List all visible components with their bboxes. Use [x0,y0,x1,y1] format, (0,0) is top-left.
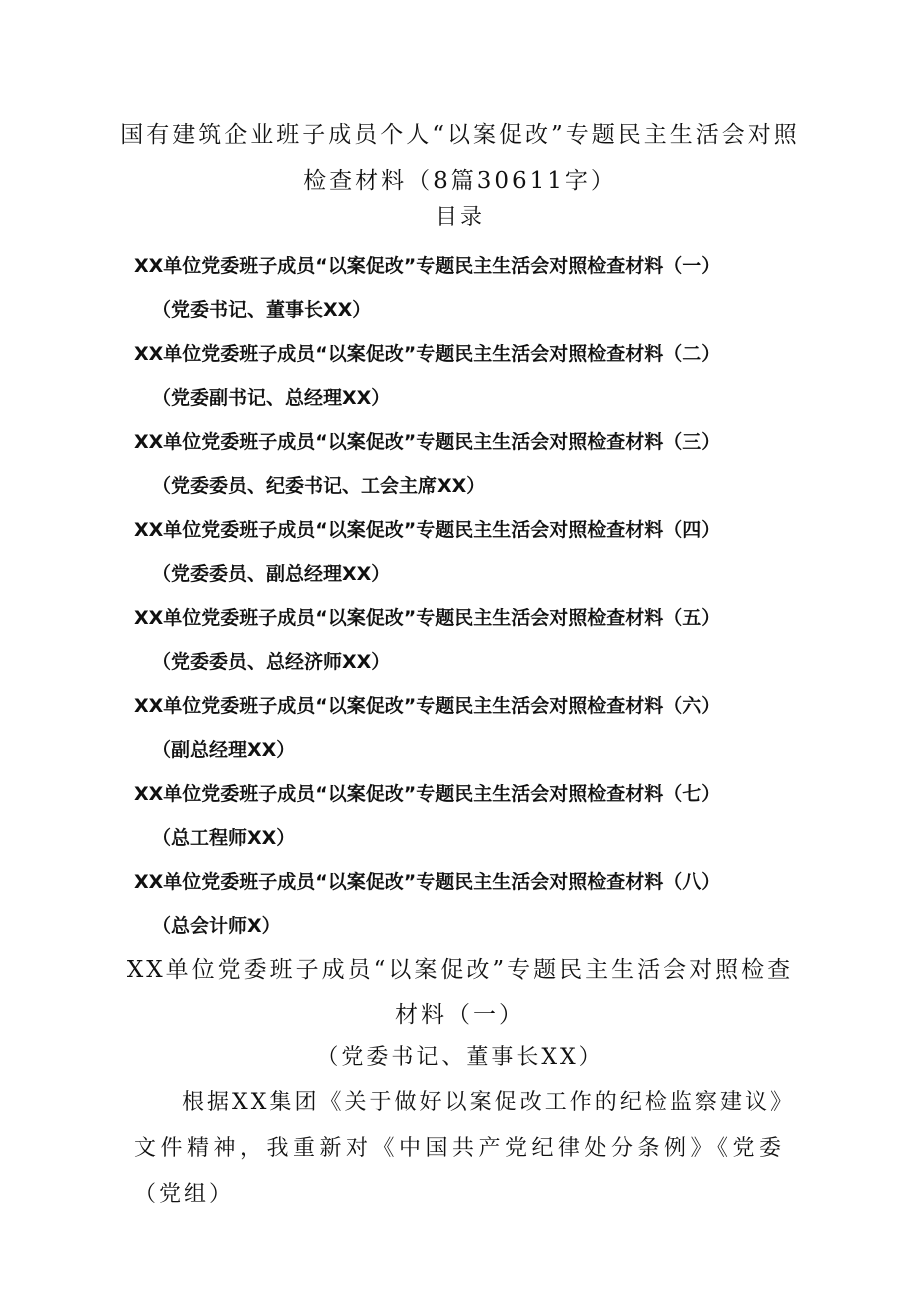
toc-entry-subtitle: （党委委员、总经济师XX） [152,651,391,673]
toc-entry-2[interactable] [134,332,794,420]
toc-entry-title: XX单位党委班子成员“以案促改”专题民主生活会对照检查材料（六） [134,695,721,717]
body-paragraph: 根据XX集团《关于做好以案促改工作的纪检监察建议》文件精神，我重新对《中国共产党纪律处分条例》《党委（党组） [134,1090,784,1207]
toc-entry-title: XX单位党委班子成员“以案促改”专题民主生活会对照检查材料（四） [134,519,721,541]
table-of-contents [134,244,794,948]
toc-entry-subtitle: （总会计师X） [152,915,281,937]
toc-entry-title: XX单位党委班子成员“以案促改”专题民主生活会对照检查材料（五） [134,607,721,629]
toc-entry-subtitle: （副总经理XX） [152,739,296,761]
toc-entry-7[interactable] [134,772,794,860]
document-title: 国有建筑企业班子成员个人“以案促改”专题民主生活会对照检查材料（8篇30611字） [120,122,800,194]
section-subtitle: （党委书记、董事长XX） [316,1045,604,1070]
section-title: XX单位党委班子成员“以案促改”专题民主生活会对照检查材料（一） [126,957,794,1028]
toc-heading: 目录 [434,205,485,230]
toc-entry-subtitle: （党委委员、副总经理XX） [152,563,391,585]
toc-entry-subtitle: （总工程师XX） [152,827,296,849]
toc-entry-title: XX单位党委班子成员“以案促改”专题民主生活会对照检查材料（七） [134,783,721,805]
toc-entry-8[interactable] [134,860,794,948]
toc-entry-1[interactable] [134,244,794,332]
toc-entry-3[interactable] [134,420,794,508]
toc-entry-title: XX单位党委班子成员“以案促改”专题民主生活会对照检查材料（二） [134,343,721,365]
toc-entry-subtitle: （党委书记、董事长XX） [152,299,372,321]
toc-entry-6[interactable] [134,684,794,772]
toc-entry-4[interactable] [134,508,794,596]
toc-entry-subtitle: （党委委员、纪委书记、工会主席XX） [152,475,486,497]
toc-entry-5[interactable] [134,596,794,684]
toc-entry-title: XX单位党委班子成员“以案促改”专题民主生活会对照检查材料（三） [134,431,721,453]
toc-entry-title: XX单位党委班子成员“以案促改”专题民主生活会对照检查材料（一） [134,255,721,277]
toc-entry-subtitle: （党委副书记、总经理XX） [152,387,391,409]
toc-entry-title: XX单位党委班子成员“以案促改”专题民主生活会对照检查材料（八） [134,871,721,893]
